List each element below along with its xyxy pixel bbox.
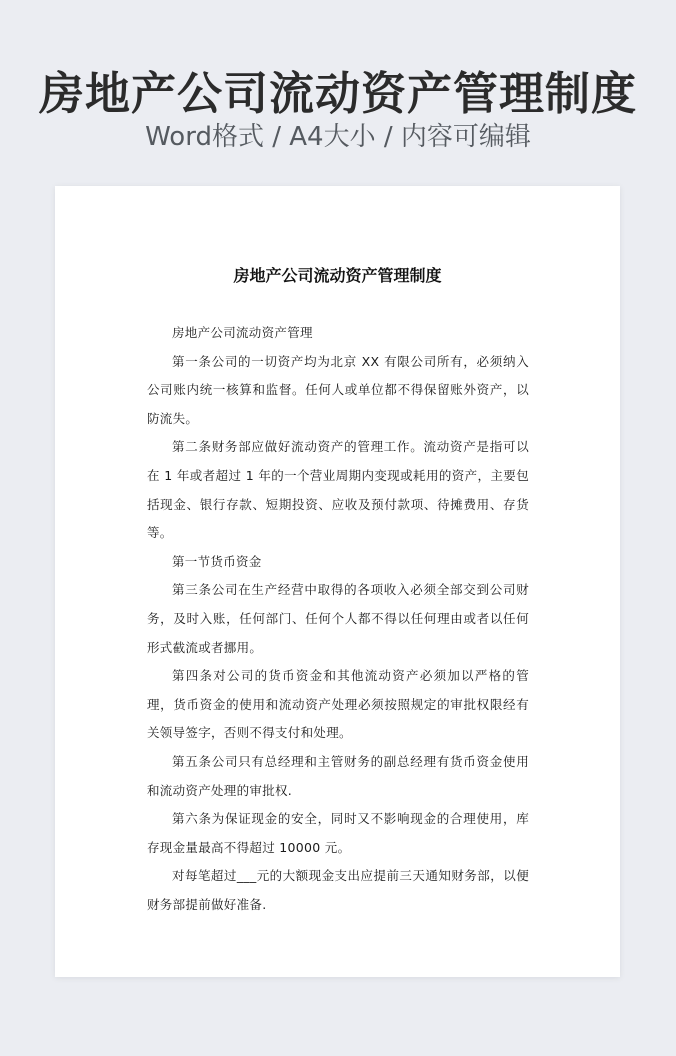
paragraph-article-2: 第二条财务部应做好流动资产的管理工作。流动资产是指可以在 1 年或者超过 1 年的一个营业周期内变现或耗用的资产，主要包括现金、银行存款、短期投资、应收及预付款项、待摊费用、存货等。 (147, 439, 529, 541)
document-page (55, 186, 620, 977)
banner-title: 房地产公司流动资产管理制度 (38, 67, 637, 120)
paragraph-large-cash-notice: 对每笔超过___元的大额现金支出应提前三天通知财务部，以便财务部提前做好准备. (147, 868, 529, 912)
paragraph-article-3: 第三条公司在生产经营中取得的各项收入必须全部交到公司财务，及时入账，任何部门、任何个人都不得以任何理由或者以任何形式截流或者挪用。 (147, 582, 529, 655)
paragraph-article-5: 第五条公司只有总经理和主管财务的副总经理有货币资金使用和流动资产处理的审批权. (147, 753, 529, 798)
banner-header (0, 0, 676, 180)
banner-subtitle: Word格式 / A4大小 / 内容可编辑 (145, 122, 531, 152)
paragraph-article-6: 第六条为保证现金的安全，同时又不影响现金的合理使用，库存现金量最高不得超过 10000 元。 (147, 811, 529, 855)
paragraph-article-4: 第四条对公司的货币资金和其他流动资产必须加以严格的管理，货币资金的使用和流动资产处理必须按照规定的审批权限经有关领导签字，否则不得支付和处理。 (147, 668, 529, 741)
paragraph-section-1-heading: 第一节货币资金 (172, 553, 262, 569)
document-body (147, 319, 529, 919)
paragraph-section-heading: 房地产公司流动资产管理 (172, 325, 313, 340)
document-title: 房地产公司流动资产管理制度 (233, 266, 442, 285)
paragraph-article-1: 第一条公司的一切资产均为北京 XX 有限公司所有，必须纳入公司账内统一核算和监督。任何人或单位都不得保留账外资产，以防流失。 (147, 353, 529, 426)
